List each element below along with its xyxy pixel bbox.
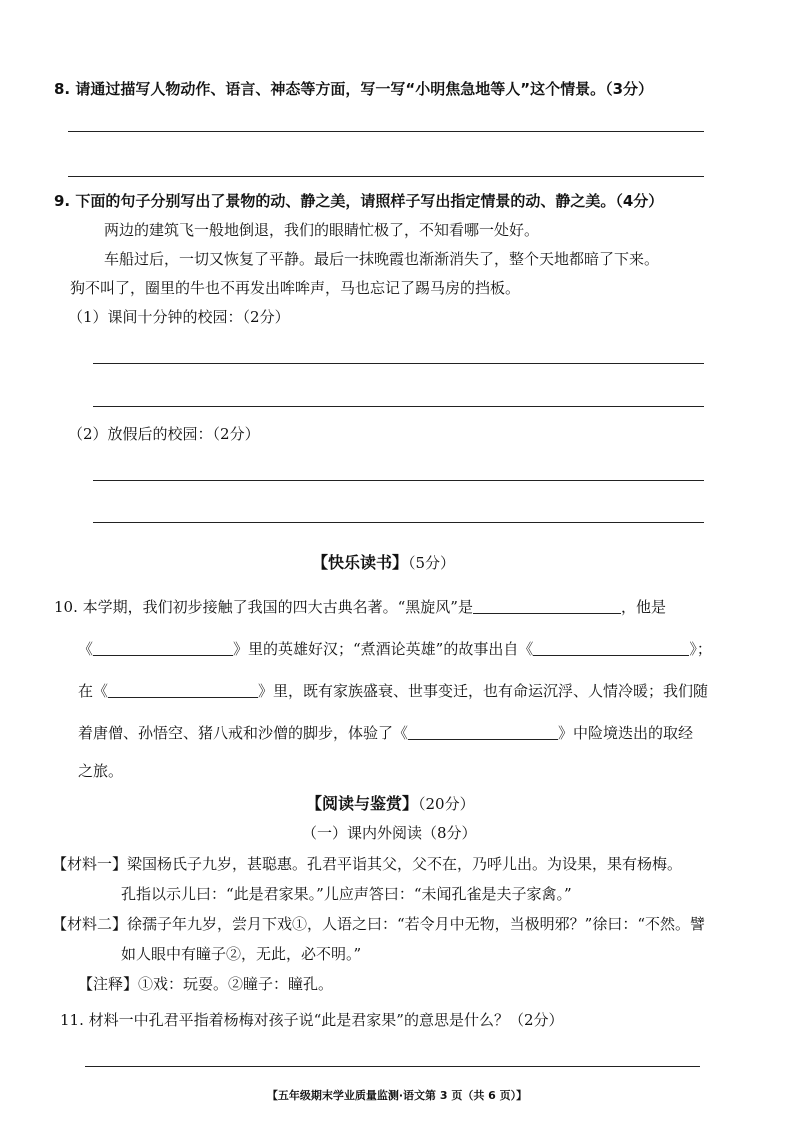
material-2-line-2: 如人眼中有瞳子②，无此，必不明。”	[121, 945, 362, 963]
section-title-appreciation	[306, 791, 475, 814]
material-1-line-1	[52, 853, 682, 874]
q9-sub2: （2）放假后的校园：（2分）	[68, 425, 260, 443]
answer-line[interactable]	[93, 480, 704, 481]
q11-text: 11. 材料一中孔君平指着杨梅对孩子说“此是君家果”的意思是什么？（2分）	[60, 1011, 564, 1029]
section-score: （20分）	[418, 795, 475, 813]
page-footer: 【五年级期末学业质量监测·语文第 3 页（共 6 页）】	[266, 1089, 528, 1102]
answer-line[interactable]	[93, 522, 704, 523]
q9-example-2b: 狗不叫了，圈里的牛也不再发出哞哞声，马也忘记了踢马房的挡板。	[70, 279, 521, 297]
section-title-reading	[312, 550, 455, 573]
q9-text: 9. 下面的句子分别写出了景物的动、静之美，请照样子写出指定情景的动、静之美。（4分）	[54, 192, 664, 210]
section-score: （5分）	[408, 554, 456, 572]
fill-blank[interactable]	[93, 641, 233, 656]
q9-example-1: 两边的建筑飞一般地倒退，我们的眼睛忙极了，不知看哪一处好。	[104, 221, 540, 239]
section-title: 【阅读与鉴赏】	[306, 794, 419, 813]
q9-sub1: （1）课间十分钟的校园：（2分）	[68, 308, 290, 326]
material-1-line-2: 孔指以示儿曰：“此是君家果。”儿应声答曰：“未闻孔雀是夫子家禽。”	[121, 885, 572, 903]
q10-line-2	[78, 638, 712, 659]
answer-line[interactable]	[68, 131, 704, 132]
q10-text: 》中险境迭出的取经	[558, 724, 694, 742]
material-2-line-1	[52, 913, 705, 934]
answer-line[interactable]	[93, 363, 704, 364]
q10-line-3	[78, 680, 708, 701]
material-label: 【材料一】	[52, 855, 128, 873]
fill-blank[interactable]	[408, 725, 558, 740]
section-title: 【快乐读书】	[312, 553, 409, 572]
fill-blank[interactable]	[473, 599, 621, 614]
q10-text: 在《	[78, 682, 109, 700]
q10-text: 着唐僧、孙悟空、猪八戒和沙僧的脚步，体验了《	[78, 724, 409, 742]
answer-line[interactable]	[68, 176, 704, 177]
q10-line-5: 之旅。	[78, 762, 124, 780]
fill-blank[interactable]	[533, 641, 689, 656]
q10-text: ，他是	[620, 598, 666, 616]
answer-line[interactable]	[93, 406, 704, 407]
q10-text: 《	[78, 640, 94, 658]
q8-text: 8. 请通过描写人物动作、语言、神态等方面，写一写“小明焦急地等人”这个情景。（3分）	[54, 80, 654, 98]
q10-text: 》；	[689, 640, 712, 658]
material-text: 徐孺子年九岁，尝月下戏①，人语之曰：“若令月中无物，当极明邪？”徐曰：“不然。譬	[127, 915, 706, 933]
q9-example-2a: 车船过后，一切又恢复了平静。最后一抹晚霞也渐渐消失了，整个天地都暗了下来。	[104, 250, 660, 268]
q10-line-1	[54, 596, 666, 617]
material-text: 梁国杨氏子九岁，甚聪惠。孔君平诣其父，父不在，乃呼儿出。为设果，果有杨梅。	[127, 855, 683, 873]
answer-line[interactable]	[85, 1066, 700, 1067]
fill-blank[interactable]	[108, 683, 258, 698]
q10-text: 》里的英雄好汉；“煮酒论英雄”的故事出自《	[233, 640, 534, 658]
q10-line-4	[78, 722, 693, 743]
q10-text: 》里，既有家族盛衰、世事变迁，也有命运沉浮、人情冷暖；我们随	[258, 682, 709, 700]
q10-text: 10. 本学期，我们初步接触了我国的四大古典名著。“黑旋风”是	[54, 598, 473, 616]
annotation-note: 【注释】①戏：玩耍。②瞳子：瞳孔。	[78, 975, 334, 993]
material-label: 【材料二】	[52, 915, 128, 933]
sub-section-title: （一）课内外阅读（8分）	[302, 824, 477, 842]
